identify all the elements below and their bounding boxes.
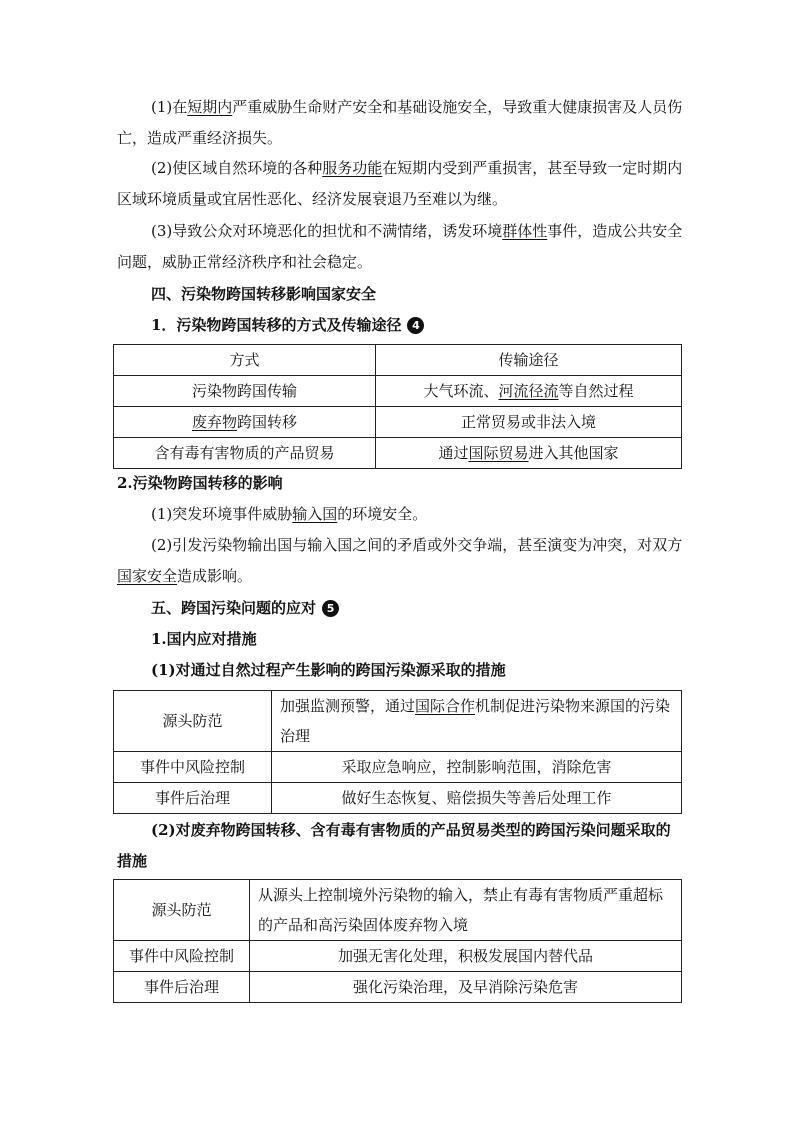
section-heading-4: 四、污染物跨国转移影响国家安全 (151, 285, 377, 303)
section-heading-text: 五、跨国污染问题的应对 (151, 599, 317, 617)
table-header-cell: 传输途径 (376, 345, 682, 376)
text: 跨国转移 (237, 413, 298, 431)
text: 严重威胁生命财产安全和基础设施安全，导致重大健康损害及人员伤亡，造成严重经济损失。 (117, 98, 683, 147)
table-cell: 从源头上控制境外污染物的输入，禁止有毒有害物质严重超标的产品和高污染固体废弃物入境 (250, 880, 682, 941)
text: (3)导致公众对环境恶化的担忧和不满情绪，诱发环境 (151, 222, 503, 240)
circled-number-badge: 5 (322, 600, 339, 617)
text: 等自然过程 (558, 382, 634, 400)
table-cell: 含有毒有害物质的产品贸易 (114, 438, 376, 469)
table-row-label: 事件中风险控制 (114, 752, 272, 783)
table-row (114, 407, 682, 438)
subheading-text: 1．污染物跨国转移的方式及传输途径 (151, 316, 402, 334)
paragraph-3 (117, 216, 683, 278)
text: 造成影响。 (177, 567, 253, 585)
table-cell: 正常贸易或非法入境 (376, 407, 682, 438)
transfer-methods-table (113, 344, 682, 469)
table-row-label: 源头防范 (114, 880, 250, 941)
table-row-label: 事件中风险控制 (114, 941, 250, 972)
table-row-label: 事件后治理 (114, 783, 272, 814)
underlined-term: 国际合作 (415, 697, 476, 715)
table-row (114, 783, 682, 814)
text: 通过 (438, 444, 469, 462)
subheading-4-2: 2.污染物跨国转移的影响 (117, 474, 283, 492)
underlined-term: 输入国 (292, 505, 338, 523)
table-cell: 污染物跨国传输 (114, 376, 376, 407)
table-row (114, 972, 682, 1003)
table-row (114, 752, 682, 783)
table-row (114, 376, 682, 407)
table-row-label: 源头防范 (114, 691, 272, 752)
table-row (114, 691, 682, 752)
text: 进入其他国家 (528, 444, 619, 462)
paragraph-1 (117, 92, 683, 154)
text: (2)引发污染物输出国与输入国之间的矛盾或外交争端，甚至演变为冲突，对双方 (151, 536, 683, 554)
table-row (114, 438, 682, 469)
text: (2)使区域自然环境的各种 (151, 159, 323, 177)
table-header-cell: 方式 (114, 345, 376, 376)
table-cell: 做好生态恢复、赔偿损失等善后处理工作 (272, 783, 682, 814)
subheading-5-1-a: (1)对通过自然过程产生影响的跨国污染源采取的措施 (151, 661, 506, 679)
text: 机制促进污染物来源国的污染治理 (280, 697, 671, 745)
text: (1)突发环境事件威胁 (151, 505, 293, 523)
paragraph-2 (117, 153, 683, 215)
text: 的环境安全。 (337, 505, 428, 523)
table-header-row (114, 345, 682, 376)
table-cell: 加强无害化处理，积极发展国内替代品 (250, 941, 682, 972)
table-row (114, 941, 682, 972)
waste-trade-measures-table (113, 879, 682, 1003)
underlined-term: 群体性 (502, 222, 548, 240)
subheading-5-1-b: (2)对废弃物跨国转移、含有毒有害物质的产品贸易类型的跨国污染问题采取的措施 (117, 821, 671, 870)
natural-process-measures-table (113, 690, 682, 814)
table-row (114, 880, 682, 941)
circled-number-badge: 4 (407, 317, 424, 334)
table-cell: 采取应急响应，控制影响范围，消除危害 (272, 752, 682, 783)
underlined-term: 国际贸易 (468, 444, 529, 462)
table-cell (272, 691, 682, 752)
paragraph-5 (117, 530, 683, 592)
subheading-5-1: 1.国内应对措施 (151, 630, 257, 648)
table-cell: 强化污染治理，及早消除污染危害 (250, 972, 682, 1003)
underlined-term: 国家安全 (117, 567, 178, 585)
paragraph-4 (117, 499, 683, 530)
underlined-term: 河流径流 (498, 382, 559, 400)
text: 事件，造成公共安全问题，威胁正常经济秩序和社会稳定。 (117, 222, 683, 271)
subheading-4-1 (151, 310, 424, 341)
text: (1)在 (151, 98, 188, 116)
underlined-term: 短期内 (187, 98, 233, 116)
underlined-term: 废弃物 (191, 413, 237, 431)
underlined-term: 服务功能 (322, 159, 383, 177)
text: 加强监测预警，通过 (280, 697, 416, 715)
table-cell (376, 438, 682, 469)
section-heading-5 (151, 593, 339, 624)
table-row-label: 事件后治理 (114, 972, 250, 1003)
table-cell (376, 376, 682, 407)
text: 在短期内受到严重损害，甚至导致一定时期内区域环境质量或宜居性恶化、经济发展衰退乃至难以为继。 (117, 159, 683, 208)
text: 大气环流、 (423, 382, 499, 400)
table-cell (114, 407, 376, 438)
